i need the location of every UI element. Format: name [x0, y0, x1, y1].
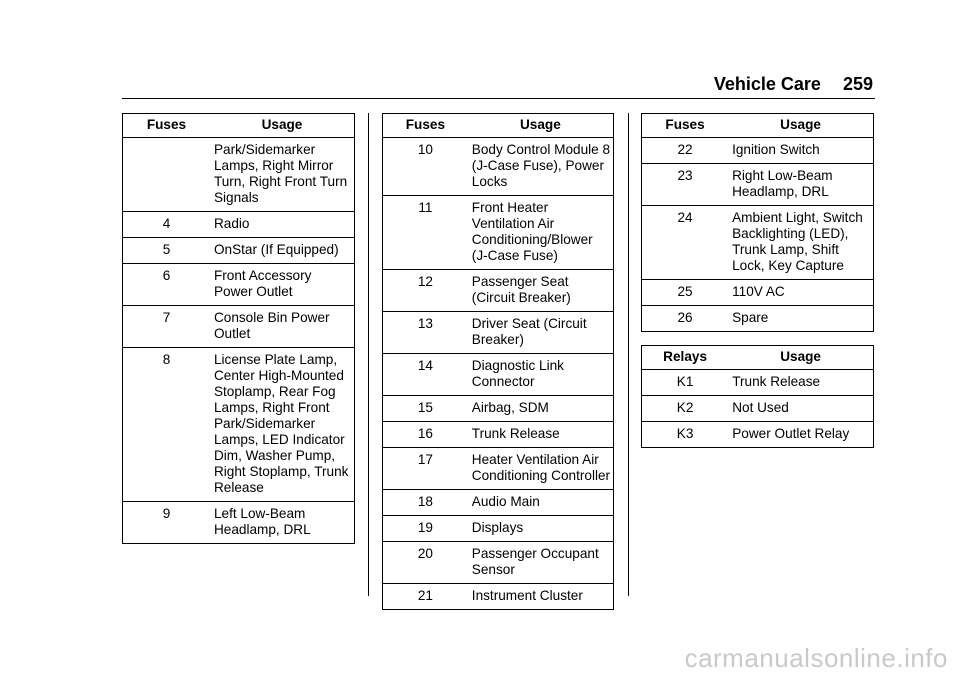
fuse-table — [122, 113, 355, 544]
col-header-relays: Relays — [642, 346, 729, 370]
fuse-usage: Body Control Module 8 (J-Case Fuse), Power Locks — [468, 138, 614, 196]
column-divider — [628, 113, 629, 596]
table-row — [642, 206, 874, 280]
fuse-usage: Front Heater Ventilation Air Conditioning/Blower (J-Case Fuse) — [468, 196, 614, 270]
table-row — [383, 542, 614, 584]
fuse-usage: Diagnostic Link Connector — [468, 354, 614, 396]
fuse-table-col3 — [641, 113, 874, 332]
section-title: Vehicle Care — [713, 74, 821, 94]
fuse-usage: Right Low-Beam Headlamp, DRL — [728, 164, 873, 206]
column-divider — [368, 113, 369, 596]
page-number: 259 — [842, 74, 873, 94]
fuse-usage: 110V AC — [728, 280, 873, 306]
fuse-number: 4 — [123, 212, 210, 238]
fuse-usage: Trunk Release — [728, 370, 873, 396]
fuse-usage: Spare — [728, 306, 873, 332]
fuse-number: 14 — [383, 354, 468, 396]
table-row — [642, 138, 874, 164]
fuse-number: 26 — [642, 306, 729, 332]
table-row — [123, 348, 355, 502]
fuse-number: 9 — [123, 502, 210, 544]
fuse-usage: Ambient Light, Switch Backlighting (LED), Trunk Lamp, Shift Lock, Key Capture — [728, 206, 873, 280]
fuse-usage: Heater Ventilation Air Conditioning Controller — [468, 448, 614, 490]
col-header-usage: Usage — [728, 346, 873, 370]
table-row — [642, 422, 874, 448]
fuse-number: 10 — [383, 138, 468, 196]
fuse-number: 7 — [123, 306, 210, 348]
fuse-usage: Radio — [210, 212, 355, 238]
fuse-number: 19 — [383, 516, 468, 542]
fuse-table — [382, 113, 614, 610]
fuse-usage: Not Used — [728, 396, 873, 422]
table-row — [383, 312, 614, 354]
fuse-number: 23 — [642, 164, 729, 206]
relay-table-wrap — [641, 345, 874, 448]
fuse-number: 12 — [383, 270, 468, 312]
fuse-usage: Driver Seat (Circuit Breaker) — [468, 312, 614, 354]
table-row — [383, 422, 614, 448]
table-row — [642, 396, 874, 422]
page-header — [714, 74, 873, 95]
table-row — [123, 212, 355, 238]
col-header-usage: Usage — [468, 114, 614, 138]
fuse-number: K3 — [642, 422, 729, 448]
fuse-number: 15 — [383, 396, 468, 422]
fuse-number: 11 — [383, 196, 468, 270]
fuse-usage: Power Outlet Relay — [728, 422, 873, 448]
fuse-usage: Trunk Release — [468, 422, 614, 448]
table-row — [383, 354, 614, 396]
table-row — [642, 370, 874, 396]
table-row — [383, 516, 614, 542]
fuse-usage: Passenger Seat (Circuit Breaker) — [468, 270, 614, 312]
fuse-number: 21 — [383, 584, 468, 610]
header-rule — [122, 98, 875, 99]
watermark: carmanualsonline.info — [684, 643, 948, 673]
fuse-number: 24 — [642, 206, 729, 280]
fuse-usage: Audio Main — [468, 490, 614, 516]
fuse-number: 17 — [383, 448, 468, 490]
table-row — [123, 264, 355, 306]
fuse-number: 8 — [123, 348, 210, 502]
col-header-usage: Usage — [210, 114, 355, 138]
fuse-usage: Console Bin Power Outlet — [210, 306, 355, 348]
col-header-fuses: Fuses — [642, 114, 729, 138]
table-row — [383, 448, 614, 490]
fuse-usage: OnStar (If Equipped) — [210, 238, 355, 264]
fuse-number: 6 — [123, 264, 210, 306]
table-row — [642, 280, 874, 306]
table-row — [123, 306, 355, 348]
fuse-table-col1 — [122, 113, 355, 544]
fuse-usage: Ignition Switch — [728, 138, 873, 164]
fuse-number: K2 — [642, 396, 729, 422]
table-row — [383, 138, 614, 196]
fuse-usage: Instrument Cluster — [468, 584, 614, 610]
table-row — [383, 584, 614, 610]
col-header-fuses: Fuses — [383, 114, 468, 138]
fuse-usage: License Plate Lamp, Center High-Mounted Stoplamp, Rear Fog Lamps, Right Front Park/Sidemarker Lamps, LED Indicator Dim, Washer Pump, Right Stoplamp, Trunk Release — [210, 348, 355, 502]
fuse-table — [641, 113, 874, 332]
table-row — [383, 396, 614, 422]
fuse-number: 18 — [383, 490, 468, 516]
fuse-usage: Front Accessory Power Outlet — [210, 264, 355, 306]
fuse-usage: Park/Sidemarker Lamps, Right Mirror Turn, Right Front Turn Signals — [210, 138, 355, 212]
fuse-number: 20 — [383, 542, 468, 584]
fuse-usage: Airbag, SDM — [468, 396, 614, 422]
relay-table — [641, 345, 874, 448]
fuse-table-col2 — [382, 113, 614, 610]
table-row — [383, 490, 614, 516]
table-row — [383, 196, 614, 270]
fuse-usage: Displays — [468, 516, 614, 542]
fuse-number: 25 — [642, 280, 729, 306]
col-header-fuses: Fuses — [123, 114, 210, 138]
table-row — [123, 238, 355, 264]
fuse-number: 16 — [383, 422, 468, 448]
fuse-number — [123, 138, 210, 212]
fuse-number: 5 — [123, 238, 210, 264]
table-row — [123, 502, 355, 544]
fuse-number: 22 — [642, 138, 729, 164]
fuse-number: K1 — [642, 370, 729, 396]
fuse-number: 13 — [383, 312, 468, 354]
table-row — [123, 138, 355, 212]
fuse-usage: Left Low-Beam Headlamp, DRL — [210, 502, 355, 544]
table-row — [383, 270, 614, 312]
table-row — [642, 164, 874, 206]
table-row — [642, 306, 874, 332]
fuse-usage: Passenger Occupant Sensor — [468, 542, 614, 584]
col-header-usage: Usage — [728, 114, 873, 138]
